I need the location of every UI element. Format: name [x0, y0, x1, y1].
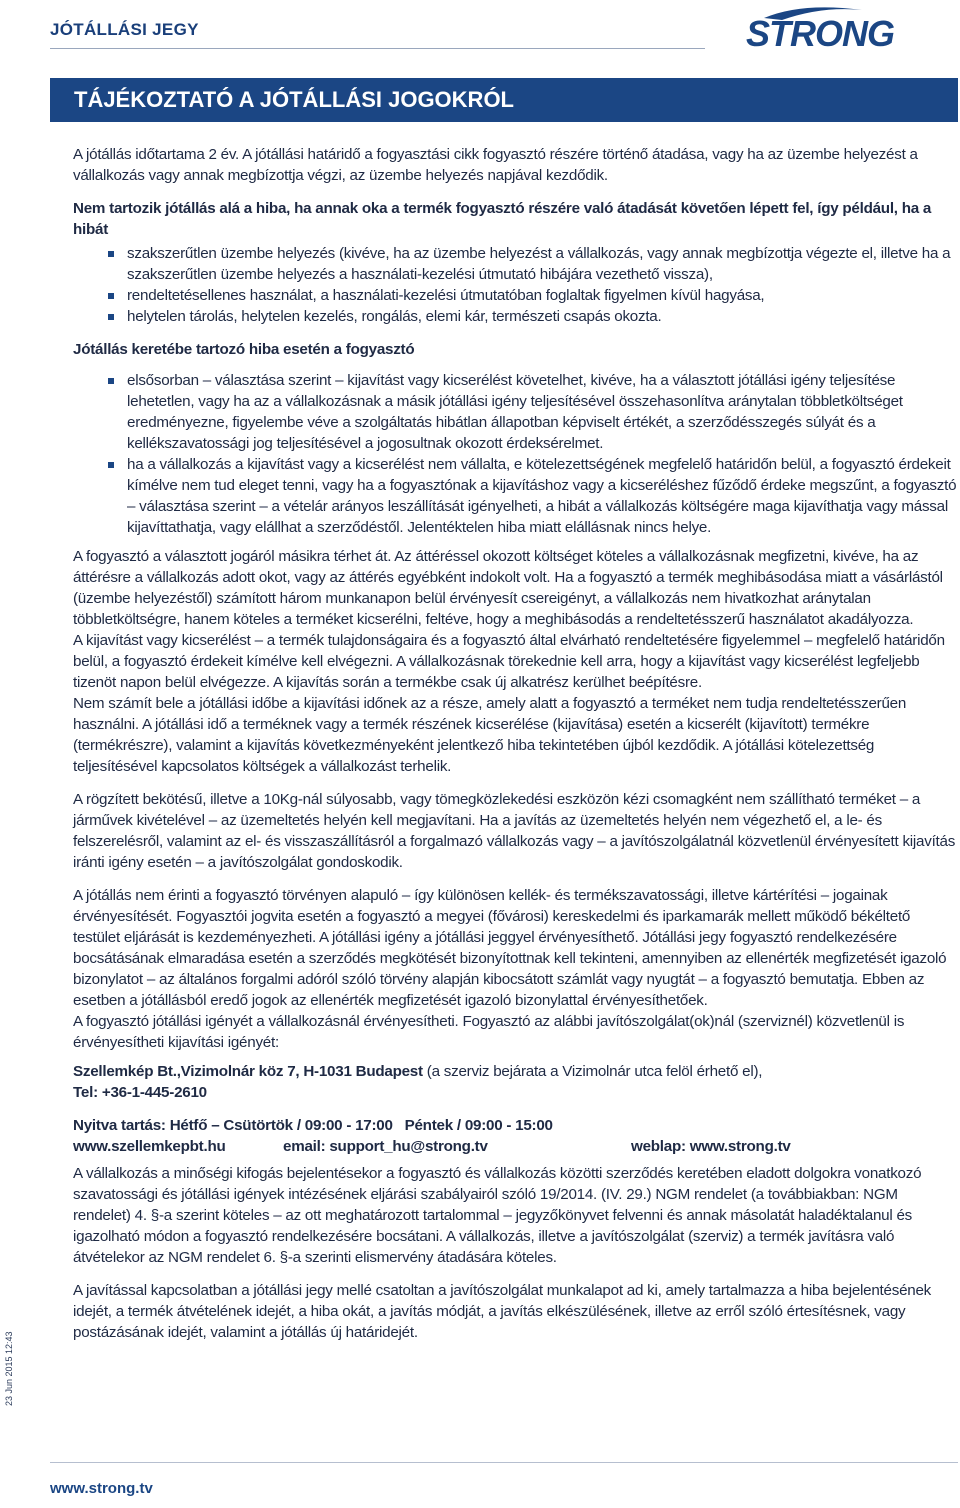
list-item: rendeltetésellenes használat, a használati-kezelési útmutatóban foglaltak figyelmen kívül hagyása, [127, 285, 957, 306]
rights-heading: Jótállás keretébe tartozó hiba esetén a fogyasztó [73, 341, 415, 358]
strong-weblap-link[interactable]: weblap: www.strong.tv [631, 1138, 791, 1155]
strong-logo [742, 6, 958, 50]
warranty-body [73, 144, 957, 1343]
service-address [73, 1061, 957, 1082]
service-intro-paragraph: A fogyasztó jótállási igényét a vállalkozásnál érvényesítheti. Fogyasztó az alábbi javítószolgálat(ok)nál (szerviznél) közvetlenül is érvényesítheti kijavítási igényét: [73, 1013, 905, 1051]
print-date: 23 Jun 2015 12:43 [4, 1331, 14, 1406]
service-email-link[interactable]: email: support_hu@strong.tv [283, 1138, 488, 1155]
contact-row [73, 1136, 957, 1157]
list-item: elsősorban – választása szerint – kijavítást vagy kicserélést követelhet, kivéve, ha a választott jótállási igény teljesítése lehetetlen, vagy ha az a vállalkozásnak a másik jótállási igény teljesítésével összehasonlítva aránytalan többletköltséget eredményezne, figyelembe véve a szolgáltatás hibátlan állapotban képviselt értékét, a szerződésszegés súlyát és a kellékszavatossági jog teljesítésével a jogosultnak okozott érdeksérelmet. [127, 370, 957, 454]
title-divider [50, 48, 705, 49]
list-item: szakszerűtlen üzembe helyezés (kivéve, ha az üzembe helyezést a vállalkozás, vagy annak megbízottja végezte el, illetve ha a szakszerűtlen üzembe helyezés a használati-kezelési útmutató hibájára vezethető vissza), [127, 243, 957, 285]
warranty-extension-paragraph: Nem számít bele a jótállási időbe a kijavítási időnek az a része, amely alatt a fogyasztó a terméket nem tudja rendeltetésszerűen használni. A jótállási idő a terméknek vagy a termék részének kicserélése (kijavítása) esetén a kicserélt (kijavított) termékre (termékrészre), valamint a kijavítás következményeként jelentkező hiba tekintetében újból kezdődik. A jótállási kötelezettség teljesítésével kapcsolatos költségek a vállalkozást terhelik. [73, 695, 907, 775]
footer-divider [50, 1462, 958, 1463]
footer-website-link[interactable]: www.strong.tv [50, 1480, 153, 1497]
list-item: ha a vállalkozás a kijavítást vagy a kicserélést nem vállalta, e kötelezettségének megfelelő határidőn belül, a fogyasztó érdekeit kímélve nem tud eleget tenni, vagy ha a fogyasztónak a kijavításhoz vagy a kicseréléshez fűződő érdeke megszűnt, a fogyasztó – választása szerint – a vételár arányos leszállítását igényelheti, a hibát a vállalkozás költségére maga kijavíthatja vagy mással kijavíttathatja, vagy elállhat a szerződéstől. Jelentéktelen hiba miatt elállásnak nincs helye. [127, 456, 957, 536]
service-name: Szellemkép Bt.,Vizimolnár köz 7, H-1031 Budapest [73, 1063, 423, 1080]
warranty-period-paragraph: A jótállás időtartama 2 év. A jótállási határidő a fogyasztási cikk fogyasztó részére történő átadása, vagy ha az üzembe helyezést a vállalkozás vagy annak megbízottja végzi, az üzembe helyezés napjával kezdődik. [73, 146, 918, 184]
exclusion-list [73, 243, 957, 327]
switch-rights-paragraph: A fogyasztó a választott jogáról másikra térhet át. Az áttéréssel okozott költséget köteles a vállalkozásnak megfizetni, kivéve, ha az áttérésre a vállalkozás adott okot, vagy az áttérés egyébként indokolt volt. Ha a fogyasztó a termék meghibásodása miatt a vásárlástól (üzembe helyezéstől) számított három munkanapon belül érvényesít csereigényt, a vállalkozás nem hivatkozhat aránytalan többletköltségre, hanem köteles a terméket kicserélni, feltéve, hogy a meghibásodás a rendeltetésszerű használatot akadályozza. [73, 548, 943, 628]
service-website-link[interactable]: www.szellemkepbt.hu [73, 1138, 226, 1155]
consumer-rights-paragraph: A jótállás nem érinti a fogyasztó törvényen alapuló – így különösen kellék- és termékszavatossági, illetve kártérítési – jogainak érvényesítését. Fogyasztói jogvita esetén a fogyasztó a megyei (fővárosi) kereskedelmi és iparkamarák mellett működő békéltető testület eljárását is kezdeményezheti. A jótállási igény a jótállási jeggyel érvényesíthető. Jótállási jegy fogyasztó rendelkezésére bocsátásának elmaradása esetén a szerződés megkötését bizonyítottnak kell tekinteni, amennyiben az ellenérték megfizetését igazoló bizonylatot – az általános forgalmi adóról szóló törvény alapján kibocsátott számlát vagy nyugtát – a fogyasztó bemutatja. Ebben az esetben a jótállásból eredő jogok az ellenérték megfizetését igazoló bizonylattal érvényesíthetőek. [73, 887, 947, 1009]
svg-text:STRONG: STRONG [746, 13, 895, 50]
service-note: (a szerviz bejárata a Vizimolnár utca felöl érhető el), [422, 1063, 763, 1080]
rights-list [73, 370, 957, 538]
service-phone: Tel: +36-1-445-2610 [73, 1084, 207, 1101]
section-banner: TÁJÉKOZTATÓ A JÓTÁLLÁSI JOGOKRÓL [50, 78, 958, 122]
exclusion-heading: Nem tartozik jótállás alá a hiba, ha annak oka a termék fogyasztó részére való átadását követően lépett fel, így például, ha a hibát [73, 200, 932, 238]
worksheet-paragraph: A javítással kapcsolatban a jótállási jegy mellé csatoltan a javítószolgálat munkalapot ad ki, amely tartalmazza a hiba bejelentésének idejét, a termék átvételének idejét, a hiba okát, a javítás módját, a javítás elkészülésének, illetve az erről szóló értesítésnek, vagy postázásának idejét, valamint a jótállás új határidejét. [73, 1282, 932, 1341]
complaint-protocol-paragraph: A vállalkozás a minőségi kifogás bejelentésekor a fogyasztó és vállalkozás közötti szerződés keretében eladott dolgokra vonatkozó szavatossági és jótállási igények intézésének eljárási szabályairól szóló 19/2014. (IV. 29.) NGM rendelet (a továbbiakban: NGM rendelet) 4. §-a szerint köteles – az ott meghatározott tartalommal – jegyzőkönyvet felvenni és annak másolatát haladéktalanul és igazolható módon a fogyasztó rendelkezésére bocsátani. A vállalkozás, illetve a javítószolgálat (szerviz) a termék javításra való átvételekor az NGM rendelet 6. §-a szerinti elismervény átadására köteles. [73, 1165, 922, 1266]
document-title: JÓTÁLLÁSI JEGY [50, 20, 199, 39]
opening-hours: Nyitva tartás: Hétfő – Csütörtök / 09:00 - 17:00 Péntek / 09:00 - 15:00 [73, 1117, 553, 1134]
repair-deadline-paragraph: A kijavítást vagy kicserélést – a termék tulajdonságaira és a fogyasztó által elvárható rendeltetésére figyelemmel – megfelelő határidőn belül, a fogyasztó érdekeit kímélve kell elvégezni. A vállalkozásnak törekednie kell arra, hogy a kijavítást vagy kicserélést legfeljebb tizenöt napon belül elvégezze. A kijavítás során a termékbe csak új alkatrész kerülhet beépítésre. [73, 632, 945, 691]
list-item: helytelen tárolás, helytelen kezelés, rongálás, elemi kár, természeti csapás okozta. [127, 306, 957, 327]
onsite-repair-paragraph: A rögzített bekötésű, illetve a 10Kg-nál súlyosabb, vagy tömegközlekedési eszközön kézi csomagként nem szállítható terméket – a járművek kivételével – az üzemeltetés helyén kell megjavítani. Ha a javítás az üzemeltetés helyén nem végezhető el, a le- és felszerelésről, valamint az el- és visszaszállításról a forgalmazó vállalkozás vagy – a javítószolgálatnál közvetlenül érvényesített kijavítás iránti igény esetén – a javítószolgálat gondoskodik. [73, 791, 956, 871]
